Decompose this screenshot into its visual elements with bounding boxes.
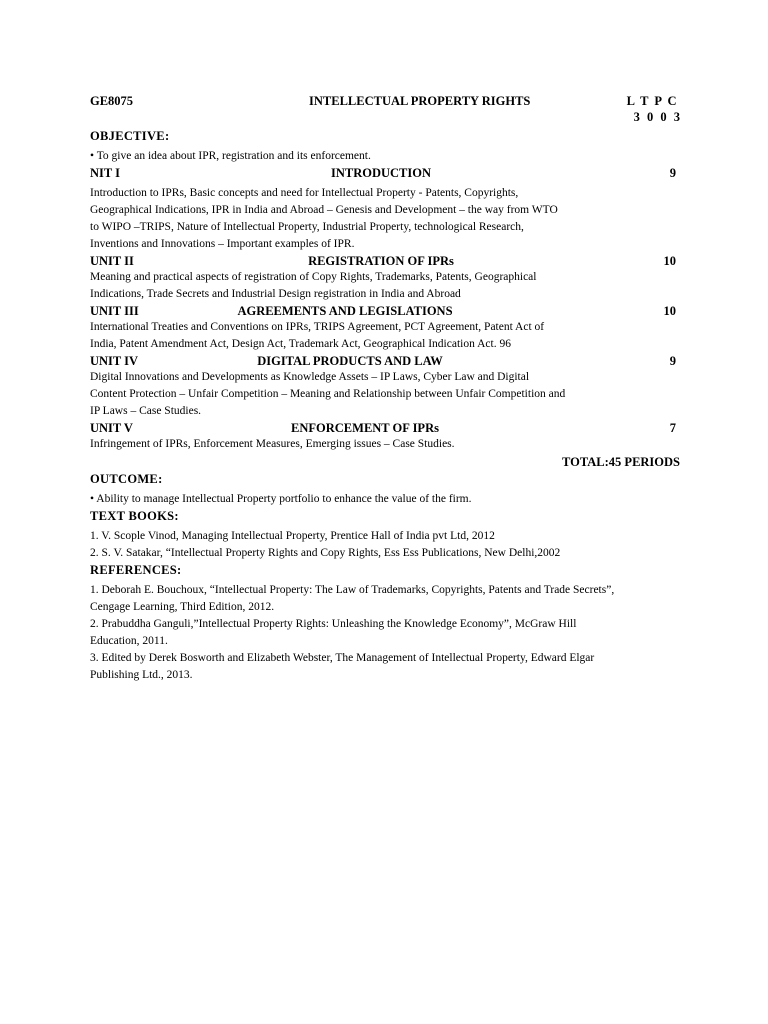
unit-title: AGREEMENTS AND LEGISLATIONS [237, 304, 453, 318]
unit-title: REGISTRATION OF IPRs [308, 254, 454, 268]
reference-line: Cengage Learning, Third Edition, 2012. [90, 601, 275, 613]
unit-name: UNIT II [90, 254, 134, 268]
course-code: GE8075 [90, 94, 134, 108]
unit-text-line: to WIPO –TRIPS, Nature of Intellectual Property, Industrial Property, technological Research, [90, 221, 524, 233]
ltpc-label: L T P C [626, 94, 678, 108]
unit-text-line: Digital Innovations and Developments as Knowledge Assets – IP Laws, Cyber Law and Digital [90, 371, 530, 383]
syllabus-page [90, 92, 682, 684]
unit-name: UNIT III [90, 304, 139, 318]
unit-name: NIT I [90, 166, 120, 180]
unit-heading [90, 165, 682, 181]
course-title: INTELLECTUAL PROPERTY RIGHTS [309, 94, 531, 108]
reference-line: 2. Prabuddha Ganguli,”Intellectual Property Rights: Unleashing the Knowledge Economy”, McGraw Hill [90, 618, 577, 630]
ltpc-values: 3 0 0 3 [633, 110, 682, 124]
unit-text-line: Content Protection – Unfair Competition – Meaning and Relationship between Unfair Competition and [90, 388, 566, 400]
unit-text-line: Meaning and practical aspects of registration of Copy Rights, Trademarks, Patents, Geographical [90, 271, 537, 283]
course-header [90, 92, 682, 110]
unit-title: ENFORCEMENT OF IPRs [291, 421, 439, 435]
unit-title: DIGITAL PRODUCTS AND LAW [257, 354, 443, 368]
unit-text-line: Introduction to IPRs, Basic concepts and need for Intellectual Property - Patents, Copyrights, [90, 187, 519, 199]
unit-text-line: Infringement of IPRs, Enforcement Measures, Emerging issues – Case Studies. [90, 438, 455, 450]
reference-line: Publishing Ltd., 2013. [90, 669, 193, 681]
unit-heading [90, 420, 682, 436]
unit-title: INTRODUCTION [330, 166, 431, 180]
text-book-line: 2. S. V. Satakar, “Intellectual Property Rights and Copy Rights, Ess Ess Publications, New Delhi,2002 [90, 547, 561, 559]
unit-heading [90, 303, 682, 319]
reference-line: Education, 2011. [90, 635, 168, 647]
unit-hours: 7 [669, 421, 676, 435]
unit-text-line: India, Patent Amendment Act, Design Act, Trademark Act, Geographical Indication Act. 96 [90, 338, 511, 350]
unit-heading [90, 253, 682, 269]
unit-hours: 9 [669, 354, 676, 368]
text-book-line: 1. V. Scople Vinod, Managing Intellectual Property, Prentice Hall of India pvt Ltd, 2012 [90, 530, 495, 542]
unit-name: UNIT V [90, 421, 133, 435]
outcome-heading: OUTCOME: [90, 472, 163, 486]
unit-text-line: Indications, Trade Secrets and Industrial Design registration in India and Abroad [90, 288, 461, 300]
unit-hours: 9 [669, 166, 676, 180]
unit-text-line: Geographical Indications, IPR in India and Abroad – Genesis and Development – the way from WTO [90, 204, 558, 216]
reference-line: 1. Deborah E. Bouchoux, “Intellectual Property: The Law of Trademarks, Copyrights, Patents and Trade Secrets”, [90, 584, 615, 596]
references-heading: REFERENCES: [90, 563, 182, 577]
outcome-item: • Ability to manage Intellectual Property portfolio to enhance the value of the firm. [90, 493, 472, 505]
reference-line: 3. Edited by Derek Bosworth and Elizabeth Webster, The Management of Intellectual Property, Edward Elgar [90, 652, 595, 664]
unit-heading [90, 353, 682, 369]
unit-name: UNIT IV [90, 354, 139, 368]
unit-text-line: IP Laws – Case Studies. [90, 405, 202, 417]
unit-text-line: Inventions and Innovations – Important examples of IPR. [90, 238, 355, 250]
objective-item: • To give an idea about IPR, registration and its enforcement. [90, 150, 371, 162]
total-periods: TOTAL:45 PERIODS [562, 455, 680, 469]
objective-heading: OBJECTIVE: [90, 129, 170, 143]
unit-hours: 10 [663, 304, 676, 318]
unit-hours: 10 [663, 254, 676, 268]
unit-text-line: International Treaties and Conventions on IPRs, TRIPS Agreement, PCT Agreement, Patent Act of [90, 321, 545, 333]
text-books-heading: TEXT BOOKS: [90, 509, 179, 523]
